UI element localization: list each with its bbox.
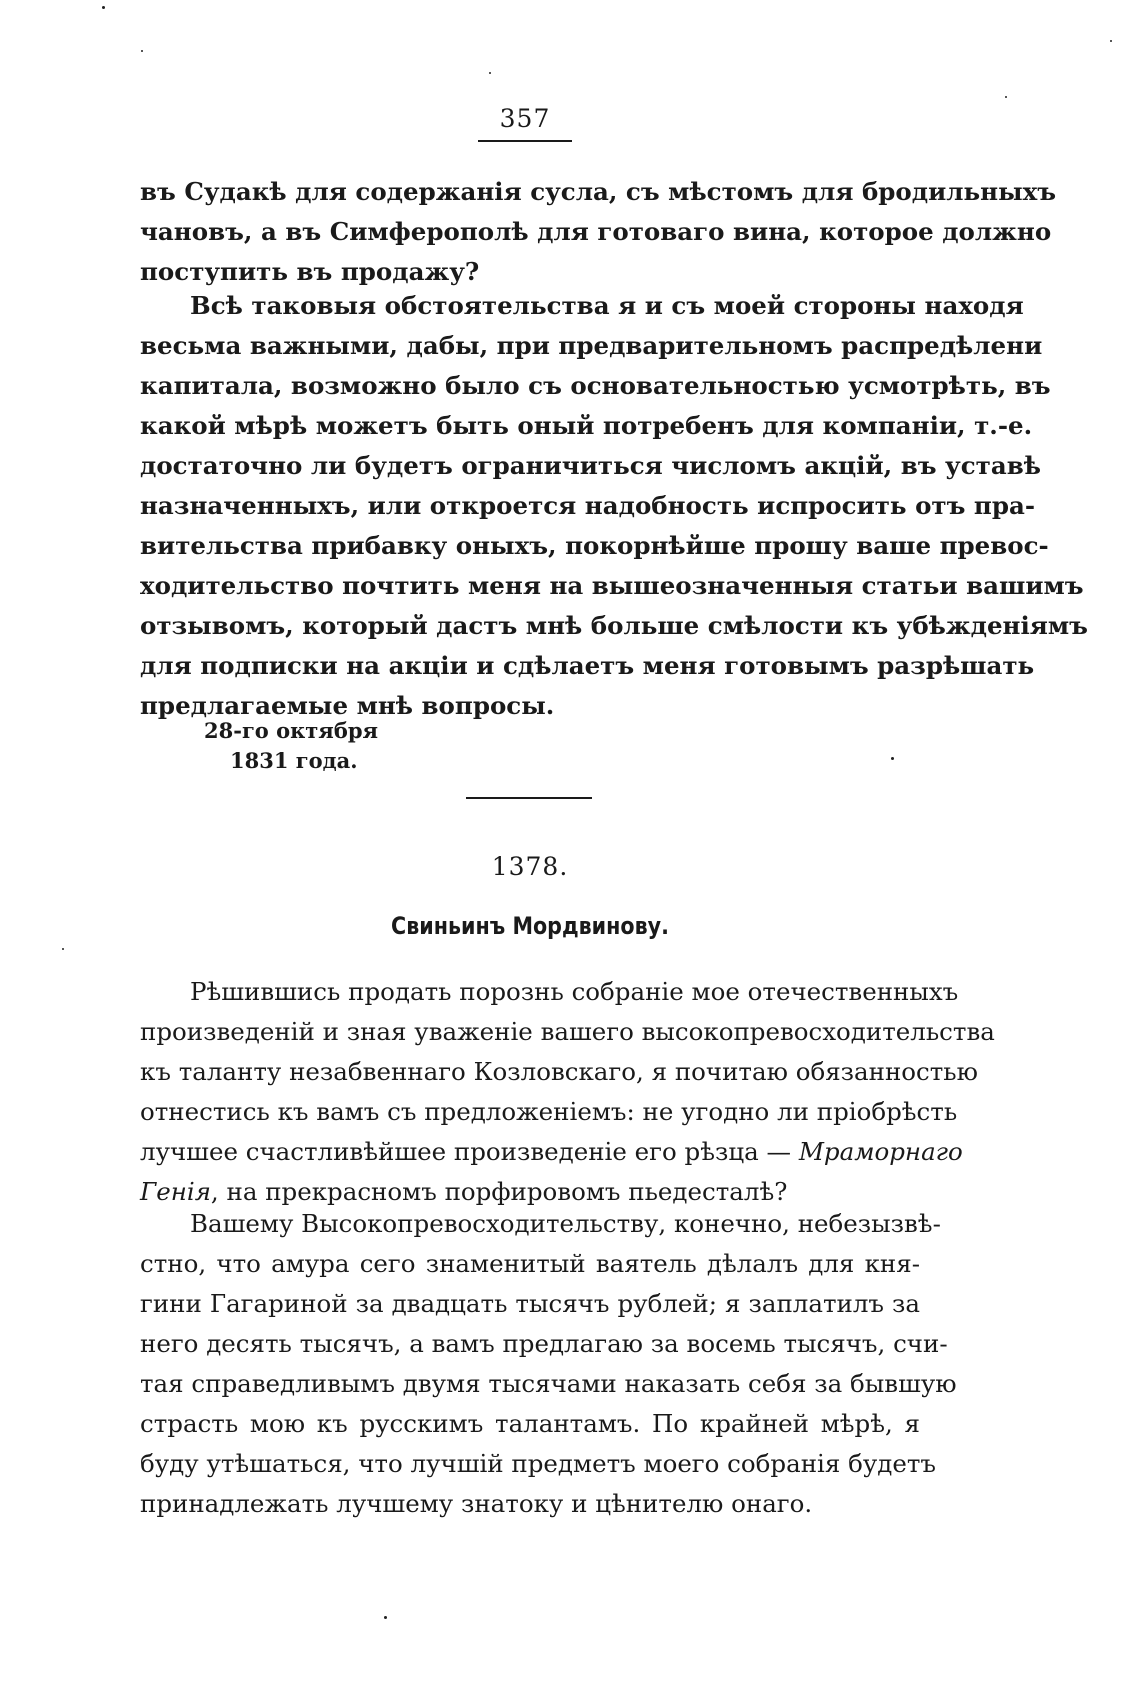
- letter-number: 1378.: [491, 852, 569, 881]
- text-line: стно, что амура сего знаменитый ваятель дѣлалъ для кня-: [140, 1249, 920, 1278]
- text-line: вительства прибавку оныхъ, покорнѣйше прошу ваше превос-: [140, 531, 1049, 560]
- text-line: поступить въ продажу?: [140, 257, 480, 286]
- scan-speck: [1110, 40, 1112, 42]
- text-line: Рѣшившись продать порознь собраніе мое отечественныхъ: [190, 977, 959, 1006]
- scan-speck: [891, 757, 894, 760]
- italic-title: Мраморнаго: [798, 1137, 963, 1166]
- text-line: буду утѣшаться, что лучшій предметъ моего собранія будетъ: [140, 1449, 936, 1478]
- text-line: отзывомъ, который дастъ мнѣ больше смѣлости къ убѣжденіямъ: [140, 611, 1088, 640]
- text-line: принадлежать лучшему знатоку и цѣнителю онаго.: [140, 1489, 813, 1518]
- text-line: [140, 1132, 963, 1172]
- letter-paragraph-price: [140, 1204, 957, 1524]
- text-line: произведеній и зная уваженіе вашего высокопревосходительства: [140, 1017, 995, 1046]
- text-line: ходительство почтить меня на вышеозначенныя статьи вашимъ: [140, 571, 1084, 600]
- text-segment: , на прекрасномъ порфировомъ пьедесталѣ?: [210, 1177, 788, 1206]
- letter-paragraph-offer: [140, 972, 995, 1212]
- text-segment: лучшее счастливѣйшее произведеніе его рѣзца —: [140, 1137, 799, 1166]
- scan-speck: [62, 948, 64, 950]
- text-line: чановъ, а въ Симферополѣ для готоваго вина, которое должно: [140, 217, 1052, 246]
- text-line: капитала, возможно было съ основательностью усмотрѣть, въ: [140, 371, 1051, 400]
- scan-speck: [489, 72, 491, 74]
- text-line: тая справедливымъ двумя тысячами наказать себя за бывшую: [140, 1369, 957, 1398]
- letter-date-year: 1831 года.: [230, 748, 358, 773]
- page-number: 357: [499, 104, 551, 133]
- text-line: Всѣ таковыя обстоятельства я и съ моей стороны находя: [190, 291, 1024, 320]
- text-line: предлагаемые мнѣ вопросы.: [140, 691, 555, 720]
- section-separator: [466, 797, 592, 799]
- text-line: какой мѣрѣ можетъ быть оный потребенъ для компаніи, т.-е.: [140, 411, 1033, 440]
- scan-speck: [1005, 96, 1007, 98]
- scan-speck: [102, 6, 105, 9]
- text-line: отнестись къ вамъ съ предложеніемъ: не угодно ли пріобрѣсть: [140, 1097, 958, 1126]
- text-line: къ таланту незабвеннаго Козловскаго, я почитаю обязанностью: [140, 1057, 978, 1086]
- request-paragraph: [140, 286, 1088, 726]
- text-line: него десять тысячъ, а вамъ предлагаю за восемь тысячъ, счи-: [140, 1329, 948, 1358]
- text-line: весьма важными, дабы, при предварительномъ распредѣлени: [140, 331, 1043, 360]
- scan-speck: [384, 1616, 387, 1619]
- scan-speck: [141, 50, 143, 52]
- text-line: гини Гагариной за двадцать тысячъ рублей; я заплатилъ за: [140, 1289, 920, 1318]
- text-line: въ Судакѣ для содержанія сусла, съ мѣстомъ для бродильныхъ: [140, 177, 1057, 206]
- text-line: страсть мою къ русскимъ талантамъ. По крайней мѣрѣ, я: [140, 1409, 920, 1438]
- letter-title: Свиньинъ Мордвинову.: [391, 912, 669, 940]
- text-line: для подписки на акціи и сдѣлаетъ меня готовымъ разрѣшать: [140, 651, 1035, 680]
- italic-title: Генія: [140, 1177, 211, 1206]
- text-line: достаточно ли будетъ ограничиться числомъ акцій, въ уставѣ: [140, 451, 1041, 480]
- letter-date-day: 28-го октября: [204, 718, 379, 743]
- continuation-paragraph: [140, 172, 1057, 292]
- text-line: Вашему Высокопревосходительству, конечно, небезызвѣ-: [190, 1209, 941, 1238]
- page-number-underline: [478, 140, 572, 142]
- text-line: назначенныхъ, или откроется надобность испросить отъ пра-: [140, 491, 1036, 520]
